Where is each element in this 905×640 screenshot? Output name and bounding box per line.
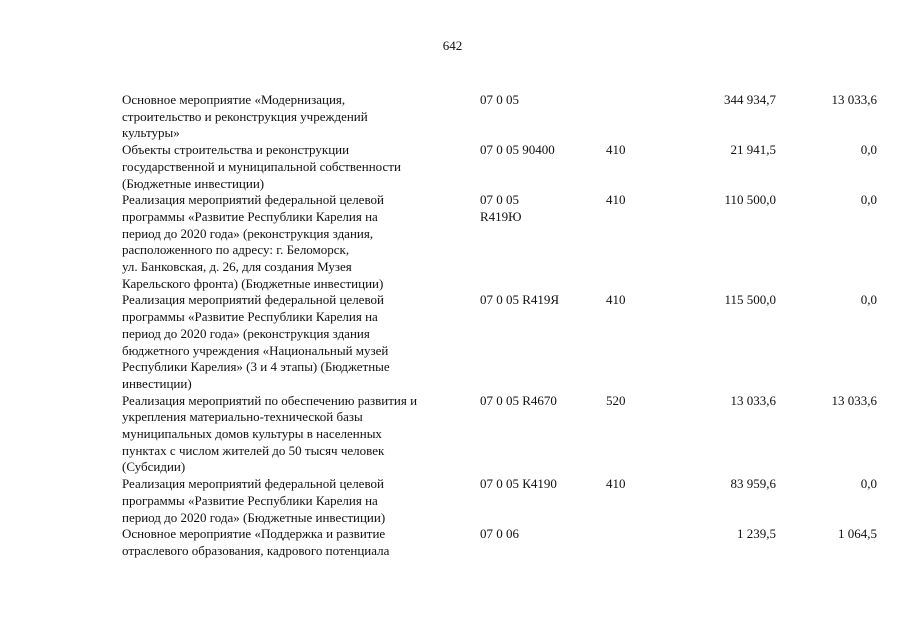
row-sum1-cell: 110 500,0 bbox=[724, 192, 776, 208]
row-sum2-cell: 1 064,5 bbox=[838, 526, 877, 542]
row-name-cell bbox=[122, 292, 480, 392]
row-name-cell bbox=[122, 476, 480, 526]
row-name-cell bbox=[122, 393, 480, 477]
row-name-line: Основное мероприятие «Модернизация, bbox=[122, 92, 346, 107]
row-name-cell bbox=[122, 142, 480, 192]
row-type-cell bbox=[606, 92, 676, 142]
row-code-cell bbox=[480, 192, 606, 292]
row-sum1-cell: 21 941,5 bbox=[730, 142, 776, 158]
table-row bbox=[122, 476, 877, 526]
table-row bbox=[122, 142, 877, 192]
row-code-cell bbox=[480, 292, 606, 392]
row-sum2-cell: 0,0 bbox=[860, 292, 877, 308]
row-sum2-cell: 13 033,6 bbox=[831, 392, 877, 408]
row-sum1-cell: 13 033,6 bbox=[730, 392, 776, 408]
row-sum1-cell: 115 500,0 bbox=[724, 292, 776, 308]
row-type-cell: 410 bbox=[606, 142, 626, 158]
row-name-line: отраслевого образования, кадрового потенциала bbox=[122, 542, 390, 558]
row-sum1-cell: 344 934,7 bbox=[724, 92, 776, 107]
row-name-line: Объекты строительства и реконструкции bbox=[122, 142, 350, 158]
row-code-cell bbox=[480, 142, 606, 192]
row-name-line: укрепления материально-технической базы bbox=[122, 409, 363, 425]
row-name-cell bbox=[122, 192, 480, 292]
row-name-line: культуры» bbox=[122, 125, 180, 141]
row-type-cell: 410 bbox=[606, 476, 626, 492]
row-sum1-cell: 1 239,5 bbox=[737, 526, 776, 542]
row-name-line: пунктах с числом жителей до 50 тысяч человек bbox=[122, 442, 385, 458]
row-name-line: ул. Банковская, д. 26, для создания Музея bbox=[122, 259, 352, 275]
row-type-cell: 410 bbox=[606, 192, 626, 208]
page-number: 642 bbox=[442, 38, 463, 53]
row-type-cell: 410 bbox=[606, 292, 626, 308]
row-code-line: 07 0 05 R419Я bbox=[480, 292, 560, 308]
table-row bbox=[122, 92, 877, 142]
row-name-line: период до 2020 года» (Бюджетные инвестиции) bbox=[122, 509, 386, 525]
row-name-line: расположенного по адресу: г. Беломорск, bbox=[122, 242, 350, 258]
row-code-line: R419Ю bbox=[480, 208, 522, 224]
row-name-cell bbox=[122, 526, 480, 559]
row-name-line: период до 2020 года» (реконструкция здания, bbox=[122, 225, 374, 241]
row-code-line: 07 0 05 bbox=[480, 92, 519, 107]
table-row bbox=[122, 292, 877, 392]
row-name-line: Реализация мероприятий федеральной целевой bbox=[122, 292, 384, 308]
row-name-line: (Субсидии) bbox=[122, 459, 186, 475]
row-sum2-cell: 0,0 bbox=[860, 142, 877, 158]
table-body bbox=[122, 92, 877, 560]
row-name-line: программы «Развитие Республики Карелия на bbox=[122, 492, 378, 508]
row-name-line: Республики Карелия» (3 и 4 этапы) (Бюджетные bbox=[122, 359, 390, 375]
row-name-line: программы «Развитие Республики Карелия на bbox=[122, 309, 378, 325]
row-name-line: (Бюджетные инвестиции) bbox=[122, 175, 265, 191]
row-name-line: муниципальных домов культуры в населенных bbox=[122, 426, 382, 442]
row-code-line: 07 0 05 bbox=[480, 192, 519, 208]
row-name-line: Основное мероприятие «Поддержка и развитие bbox=[122, 526, 386, 542]
row-name-line: государственной и муниципальной собственности bbox=[122, 158, 401, 174]
table-row bbox=[122, 526, 877, 559]
table-row bbox=[122, 393, 877, 477]
row-sum2-cell: 13 033,6 bbox=[831, 92, 877, 107]
row-sum2-cell: 0,0 bbox=[860, 192, 877, 208]
row-code-cell bbox=[480, 393, 606, 477]
row-type-cell: 520 bbox=[606, 392, 626, 408]
row-code-cell bbox=[480, 476, 606, 526]
budget-table bbox=[122, 92, 877, 560]
row-sum2-cell: 0,0 bbox=[860, 476, 877, 492]
row-name-line: Реализация мероприятий по обеспечению развития и bbox=[122, 392, 418, 408]
row-name-line: Реализация мероприятий федеральной целевой bbox=[122, 192, 384, 208]
row-code-cell bbox=[480, 526, 606, 559]
row-code-line: 07 0 05 R4670 bbox=[480, 392, 557, 408]
row-type-cell bbox=[606, 526, 676, 559]
row-code-cell bbox=[480, 92, 606, 142]
row-name-line: Реализация мероприятий федеральной целевой bbox=[122, 476, 384, 492]
row-sum1-cell: 83 959,6 bbox=[730, 476, 776, 492]
row-code-line: 07 0 05 К4190 bbox=[480, 476, 557, 492]
row-name-cell bbox=[122, 92, 480, 142]
row-name-line: инвестиции) bbox=[122, 375, 192, 391]
table-row bbox=[122, 192, 877, 292]
row-name-line: Карельского фронта) (Бюджетные инвестиции) bbox=[122, 275, 384, 291]
row-code-line: 07 0 06 bbox=[480, 526, 519, 542]
row-name-line: строительство и реконструкция учреждений bbox=[122, 108, 368, 124]
row-code-line: 07 0 05 90400 bbox=[480, 142, 555, 158]
row-name-line: бюджетного учреждения «Национальный музей bbox=[122, 342, 389, 358]
row-name-line: программы «Развитие Республики Карелия на bbox=[122, 208, 378, 224]
row-name-line: период до 2020 года» (реконструкция здания bbox=[122, 325, 370, 341]
